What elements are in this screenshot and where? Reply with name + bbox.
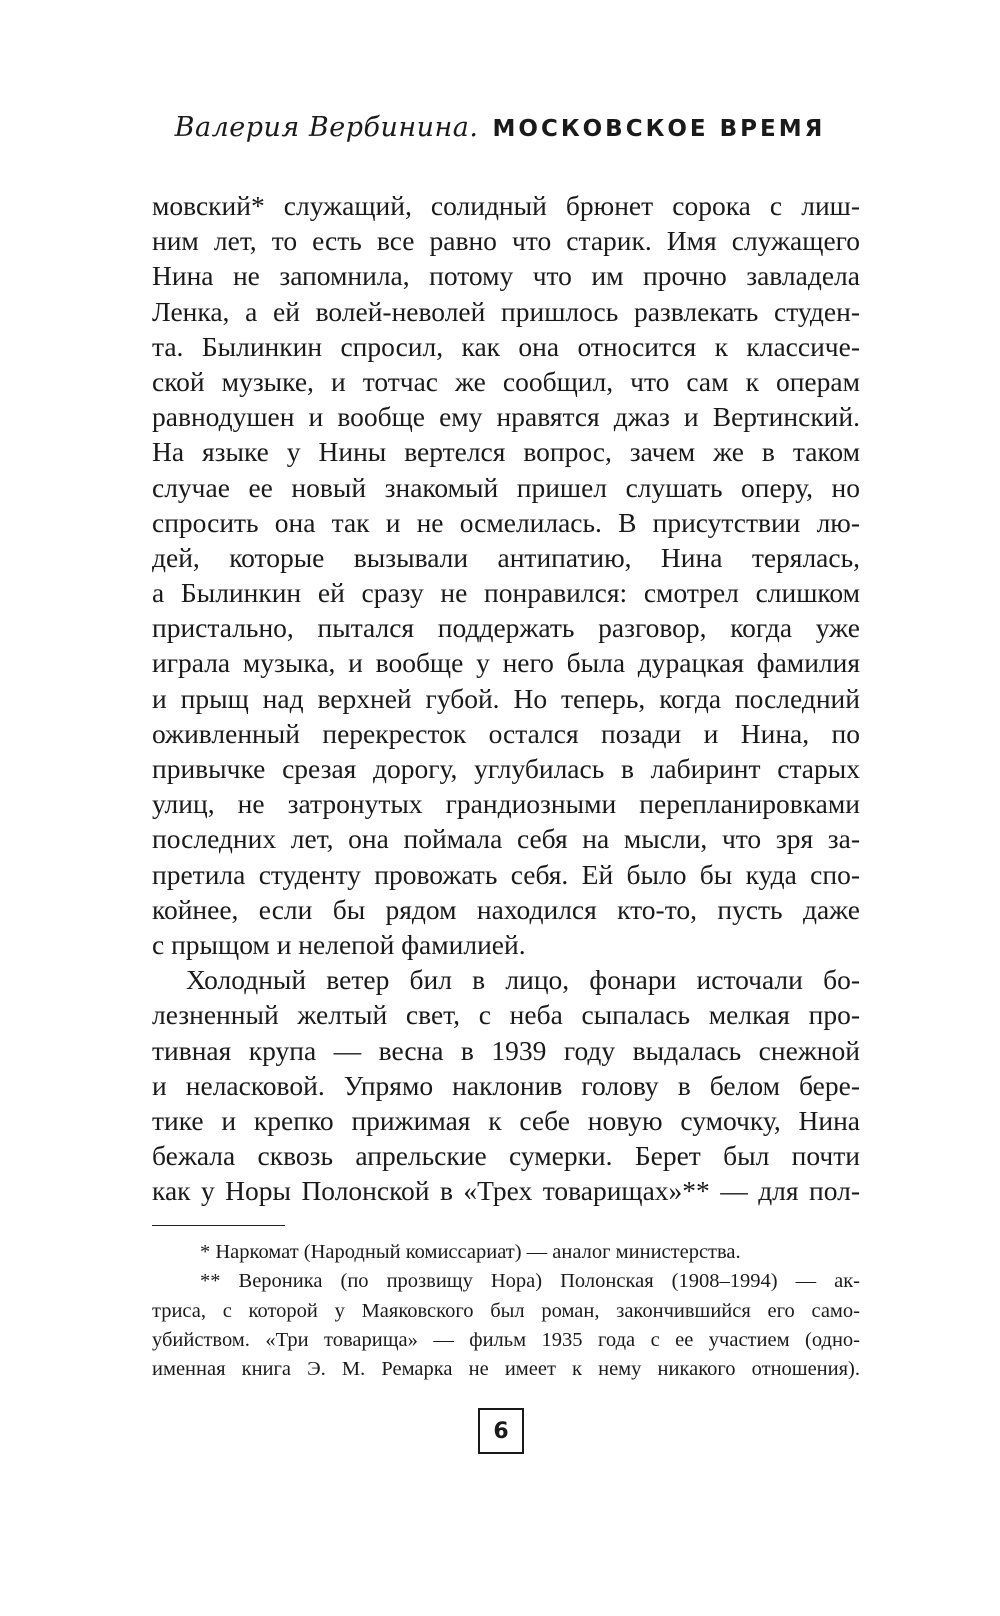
text-line: лезненный желтый свет, с неба сыпалась мелкая про- bbox=[152, 999, 860, 1031]
text-line: случае ее новый знакомый пришел слушать оперу, но bbox=[152, 471, 860, 503]
footnote-line: убийством. «Три товарища» — фильм 1935 года с ее участием (одно- bbox=[152, 1328, 860, 1351]
text-line: Ленка, а ей волей-неволей пришлось развлекать студен- bbox=[152, 295, 860, 327]
footnotes bbox=[152, 1238, 860, 1384]
text-line: оживленный перекресток остался позади и Нина, по bbox=[152, 717, 860, 749]
text-line: дей, которые вызывали антипатию, Нина терялась, bbox=[152, 541, 860, 573]
book-title: МОСКОВСКОЕ ВРЕМЯ bbox=[492, 116, 826, 142]
footnote-divider bbox=[152, 1225, 285, 1226]
text-line: претила студенту провожать себя. Ей было бы куда спо- bbox=[152, 858, 860, 890]
text-line: бежала сквозь апрельские сумерки. Берет был почти bbox=[152, 1140, 860, 1172]
text-line: спросить она так и не осмелилась. В присутствии лю- bbox=[152, 506, 860, 538]
text-line: Холодный ветер бил в лицо, фонари источали бо- bbox=[186, 964, 860, 996]
text-line: пристально, пытался поддержать разговор, когда уже bbox=[152, 612, 860, 644]
footnote-line: именная книга Э. М. Ремарка не имеет к нему никакого отношения). bbox=[152, 1358, 860, 1381]
running-header bbox=[0, 112, 1000, 143]
text-line: а Былинкин ей сразу не понравился: смотрел слишком bbox=[152, 577, 860, 609]
text-line: как у Норы Полонской в «Трех товарищах»** — для пол- bbox=[152, 1175, 860, 1207]
main-text bbox=[152, 188, 860, 1208]
text-line: та. Былинкин спросил, как она относится к классиче- bbox=[152, 330, 860, 362]
text-line: Нина не запомнила, потому что им прочно завладела bbox=[152, 260, 860, 292]
text-line: равнодушен и вообще ему нравятся джаз и Вертинский. bbox=[152, 401, 860, 433]
text-line: и прыщ над верхней губой. Но теперь, когда последний bbox=[152, 682, 860, 714]
text-line: На языке у Нины вертелся вопрос, зачем же в таком bbox=[152, 436, 860, 468]
text-line: улиц, не затронутых грандиозными перепланировками bbox=[152, 788, 860, 820]
author-name: Валерия Вербинина. bbox=[174, 112, 479, 143]
footnote-line: * Наркомат (Народный комиссариат) — аналог министерства. bbox=[200, 1241, 741, 1263]
text-line: последних лет, она поймала себя на мысли, что зря за- bbox=[152, 823, 860, 855]
text-line: ним лет, то есть все равно что старик. Имя служащего bbox=[152, 225, 860, 257]
text-line: тике и крепко прижимая к себе новую сумочку, Нина bbox=[152, 1104, 860, 1136]
text-line: и неласковой. Упрямо наклонив голову в белом бере- bbox=[152, 1069, 860, 1101]
footnote-line: ** Вероника (по прозвищу Нора) Полонская (1908–1994) — ак- bbox=[200, 1270, 860, 1293]
text-line: тивная крупа — весна в 1939 году выдалась снежной bbox=[152, 1034, 860, 1066]
page-number: 6 bbox=[478, 1408, 524, 1454]
text-line: койнее, если бы рядом находился кто-то, пусть даже bbox=[152, 893, 860, 925]
text-line: мовский* служащий, солидный брюнет сорока с лиш- bbox=[152, 190, 860, 221]
footnote-line: триса, с которой у Маяковского был роман, закончившийся его само- bbox=[152, 1299, 860, 1322]
text-line: ской музыке, и тотчас же сообщил, что сам к операм bbox=[152, 365, 860, 397]
text-line: играла музыка, и вообще у него была дурацкая фамилия bbox=[152, 647, 860, 679]
text-line: с прыщом и нелепой фамилией. bbox=[152, 928, 526, 960]
text-line: привычке срезая дорогу, углубилась в лабиринт старых bbox=[152, 753, 860, 784]
